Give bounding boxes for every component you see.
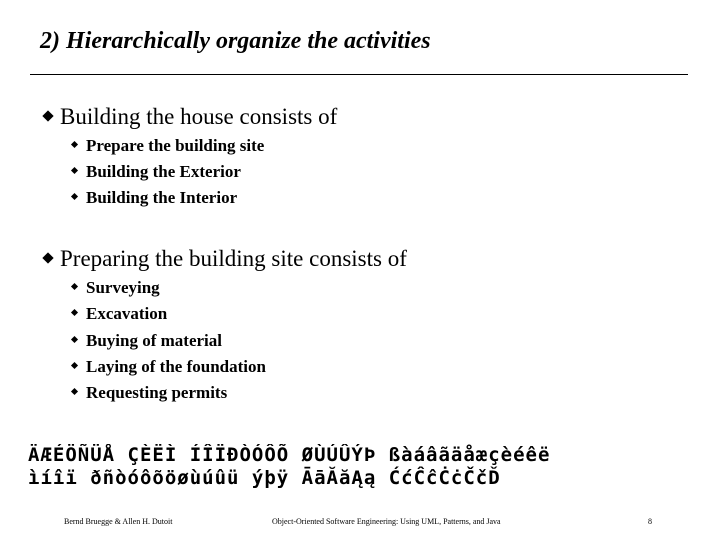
small-diamond-bullet-icon bbox=[71, 336, 78, 343]
footer-page-number: 8 bbox=[648, 517, 652, 526]
bullet-preparing-site bbox=[44, 246, 407, 272]
sub-bullet-text: Laying of the foundation bbox=[86, 357, 266, 376]
sub-bullet-text: Requesting permits bbox=[86, 383, 228, 402]
garbled-line: ìíîï ðñòóôõöøùúûü ýþÿ ĀāĂăĄą ĆćĈĉĊċČčĎ bbox=[28, 467, 501, 489]
sub-bullet bbox=[72, 357, 266, 377]
bullet-building-house bbox=[44, 104, 337, 130]
sub-bullet-text: Building the Interior bbox=[86, 188, 238, 207]
sub-bullet bbox=[72, 136, 264, 156]
bullet-text: Building the house consists of bbox=[60, 104, 338, 129]
sub-bullet-text: Excavation bbox=[86, 304, 168, 323]
footer-book-title: Object-Oriented Software Engineering: Using UML, Patterns, and Java bbox=[272, 517, 501, 526]
sub-bullet bbox=[72, 278, 160, 298]
small-diamond-bullet-icon bbox=[71, 309, 78, 316]
footer-authors: Bernd Bruegge & Allen H. Dutoit bbox=[64, 517, 173, 526]
small-diamond-bullet-icon bbox=[71, 388, 78, 395]
slide-title: 2) Hierarchically organize the activities bbox=[40, 28, 431, 54]
sub-bullet bbox=[72, 162, 241, 182]
sub-bullet-text: Prepare the building site bbox=[86, 136, 265, 155]
garbled-line: ÄÆÉÖÑÜÅ ÇÈËÌ ÍÎÏÐÒÓÔÕ ØÙÚÛÝÞ ßàáâãäåæçèéêë bbox=[28, 444, 551, 466]
small-diamond-bullet-icon bbox=[71, 193, 78, 200]
sub-bullet-text: Surveying bbox=[86, 278, 160, 297]
sub-bullet bbox=[72, 188, 237, 208]
small-diamond-bullet-icon bbox=[71, 362, 78, 369]
title-divider bbox=[30, 74, 688, 75]
small-diamond-bullet-icon bbox=[71, 283, 78, 290]
sub-bullet bbox=[72, 331, 222, 351]
small-diamond-bullet-icon bbox=[71, 141, 78, 148]
sub-bullet-text: Building the Exterior bbox=[86, 162, 241, 181]
sub-bullet bbox=[72, 383, 227, 403]
garbled-symbol-text bbox=[28, 444, 720, 490]
diamond-bullet-icon bbox=[42, 110, 53, 121]
small-diamond-bullet-icon bbox=[71, 167, 78, 174]
sub-bullet-text: Buying of material bbox=[86, 331, 222, 350]
bullet-text: Preparing the building site consists of bbox=[60, 246, 407, 271]
diamond-bullet-icon bbox=[42, 252, 53, 263]
sub-bullet bbox=[72, 304, 167, 324]
